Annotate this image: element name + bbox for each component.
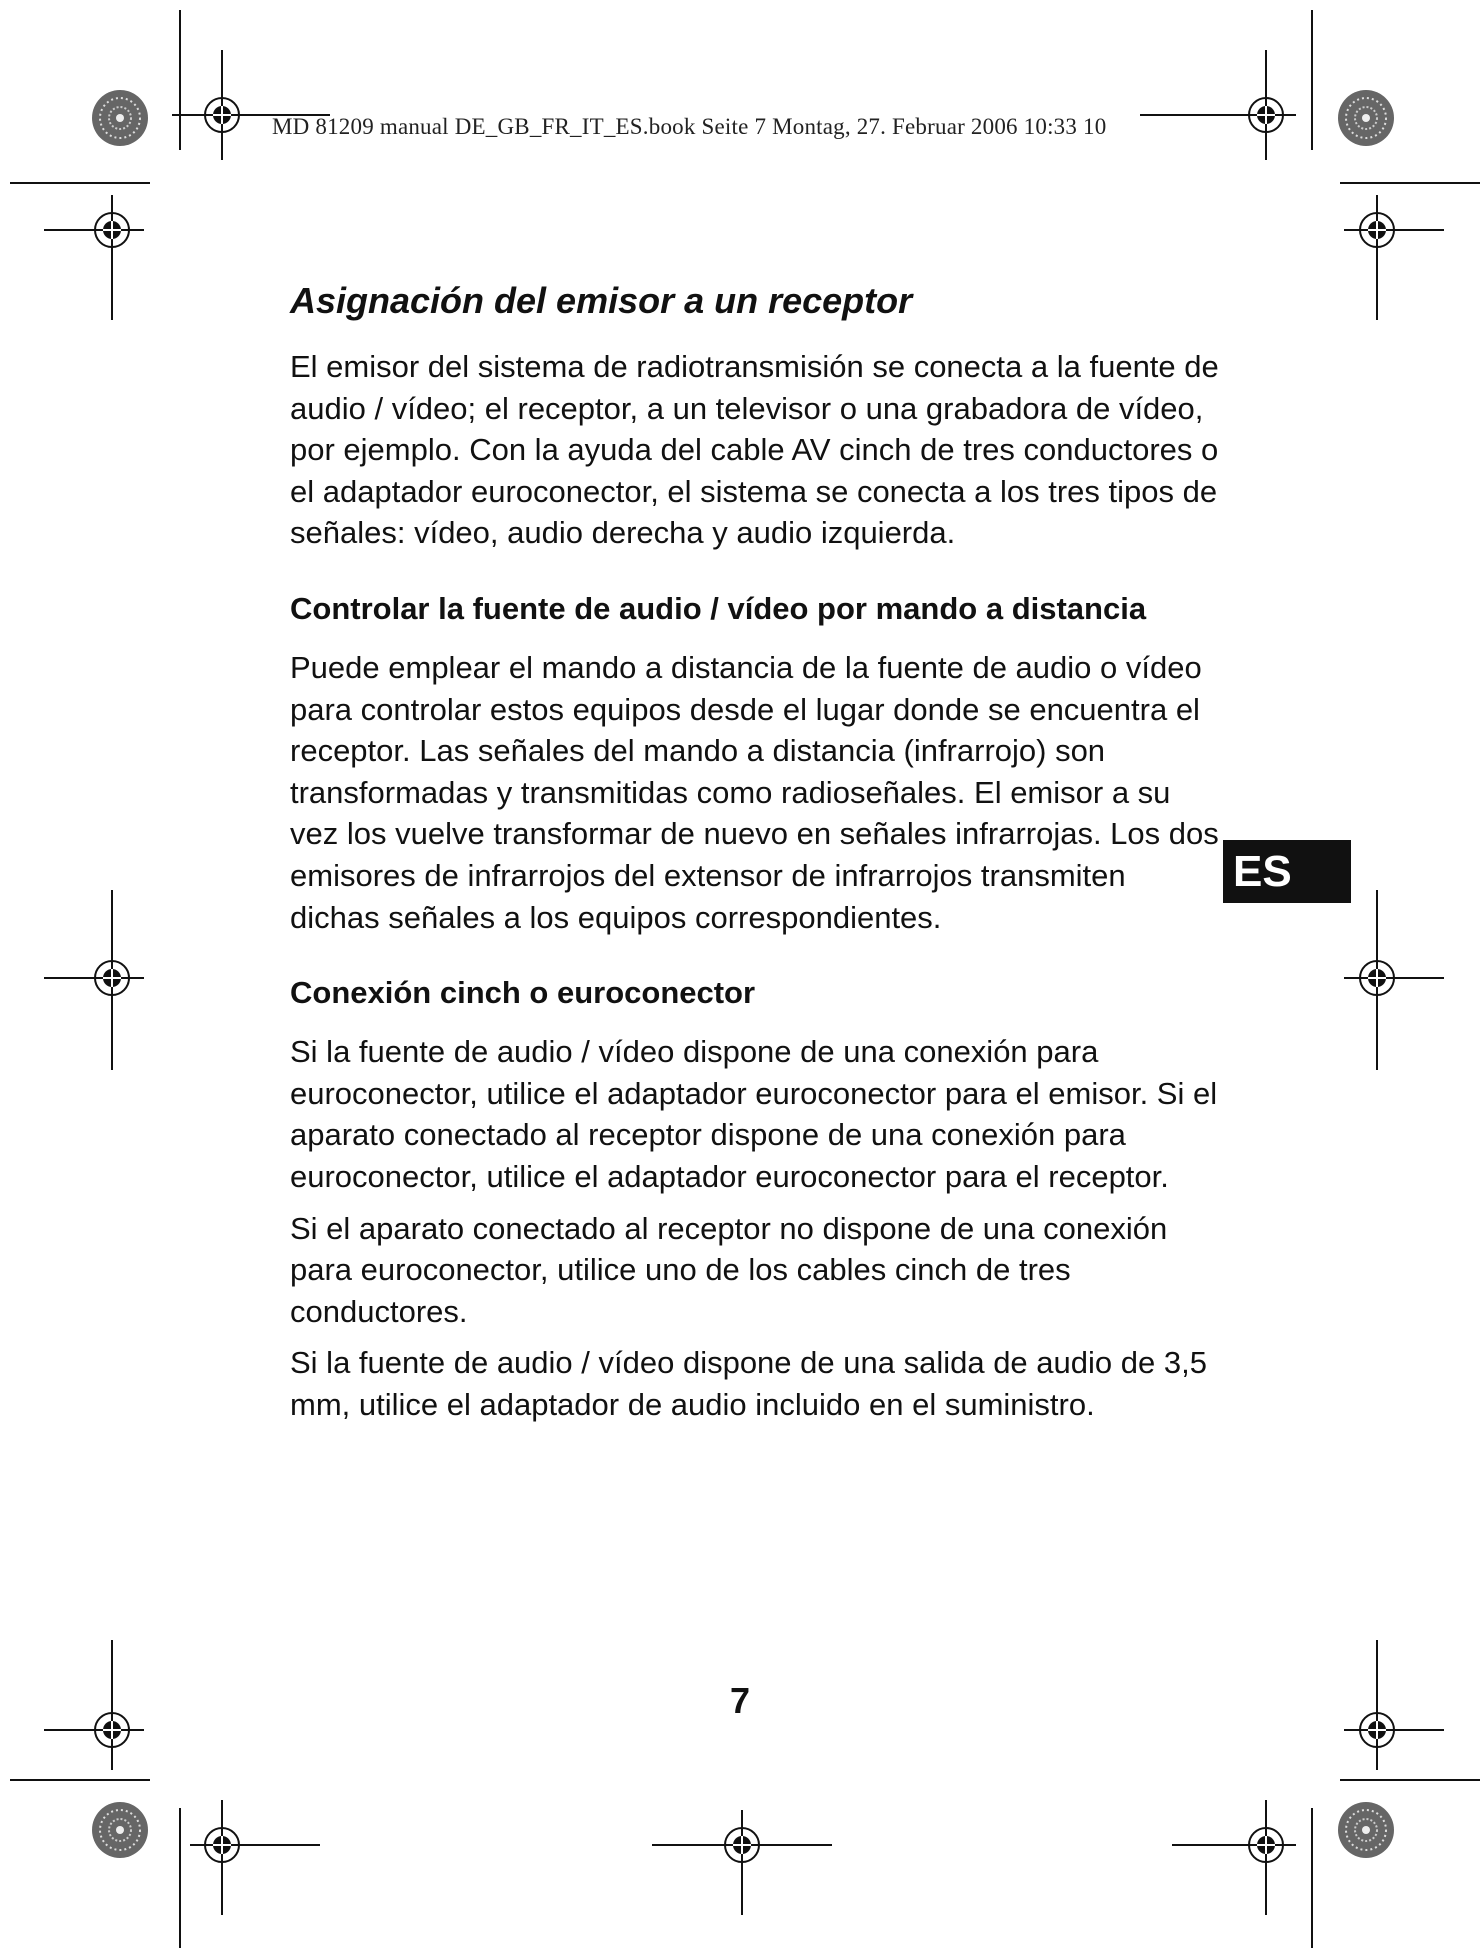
section-heading-asignacion: Asignación del emisor a un receptor [290,280,913,321]
paragraph-conexion-3: Si la fuente de audio / vídeo dispone de una salida de audio de 3,5 mm, utilice el adaptador de audio incluido en el suministro. [290,1345,1207,1422]
paragraph-conexion-2: Si el aparato conectado al receptor no dispone de una conexión para euroconector, utilice uno de los cables cinch de tres conductores. [290,1210,1168,1329]
paragraph-asignacion-1: El emisor del sistema de radiotransmisión se conecta a la fuente de audio / vídeo; el receptor, a un televisor o una grabadora de vídeo, por ejemplo. Con la ayuda del cable AV cinch de tres conductores o el adaptador euroconector, el sistema se conecta a los tres tipos de señales: vídeo, audio derecha y audio izquierda. [290,349,1219,551]
paragraph-control-remoto-1: Puede emplear el mando a distancia de la fuente de audio o vídeo para controlar estos equipos desde el lugar donde se encuentra el receptor. Las señales del mando a distancia (infrarrojo) son transformadas y transmitidas como radioseñales. El emisor a su vez los vuelve transformar de nuevo en señales infrarrojas. Los dos emisores de infrarrojos del extensor de infrarrojos transmiten dichas señales a los equipos correspondientes. [290,649,1219,935]
section-heading-control-remoto: Controlar la fuente de audio / vídeo por mando a distancia [290,590,1147,626]
paragraph-conexion-1: Si la fuente de audio / vídeo dispone de una conexión para euroconector, utilice el adaptador euroconector para el emisor. Si el aparato conectado al receptor dispone de una conexión para euroconector, utilice el adaptador euroconector para el receptor. [290,1034,1218,1194]
page-number: 7 [729,1680,751,1721]
main-content [290,280,1220,1435]
print-slug-line: MD 81209 manual DE_GB_FR_IT_ES.book Seite 7 Montag, 27. Februar 2006 10:33 10 [272,114,1107,139]
section-heading-conexion: Conexión cinch o euroconector [290,975,756,1011]
language-tab-badge: ES [1223,840,1351,903]
